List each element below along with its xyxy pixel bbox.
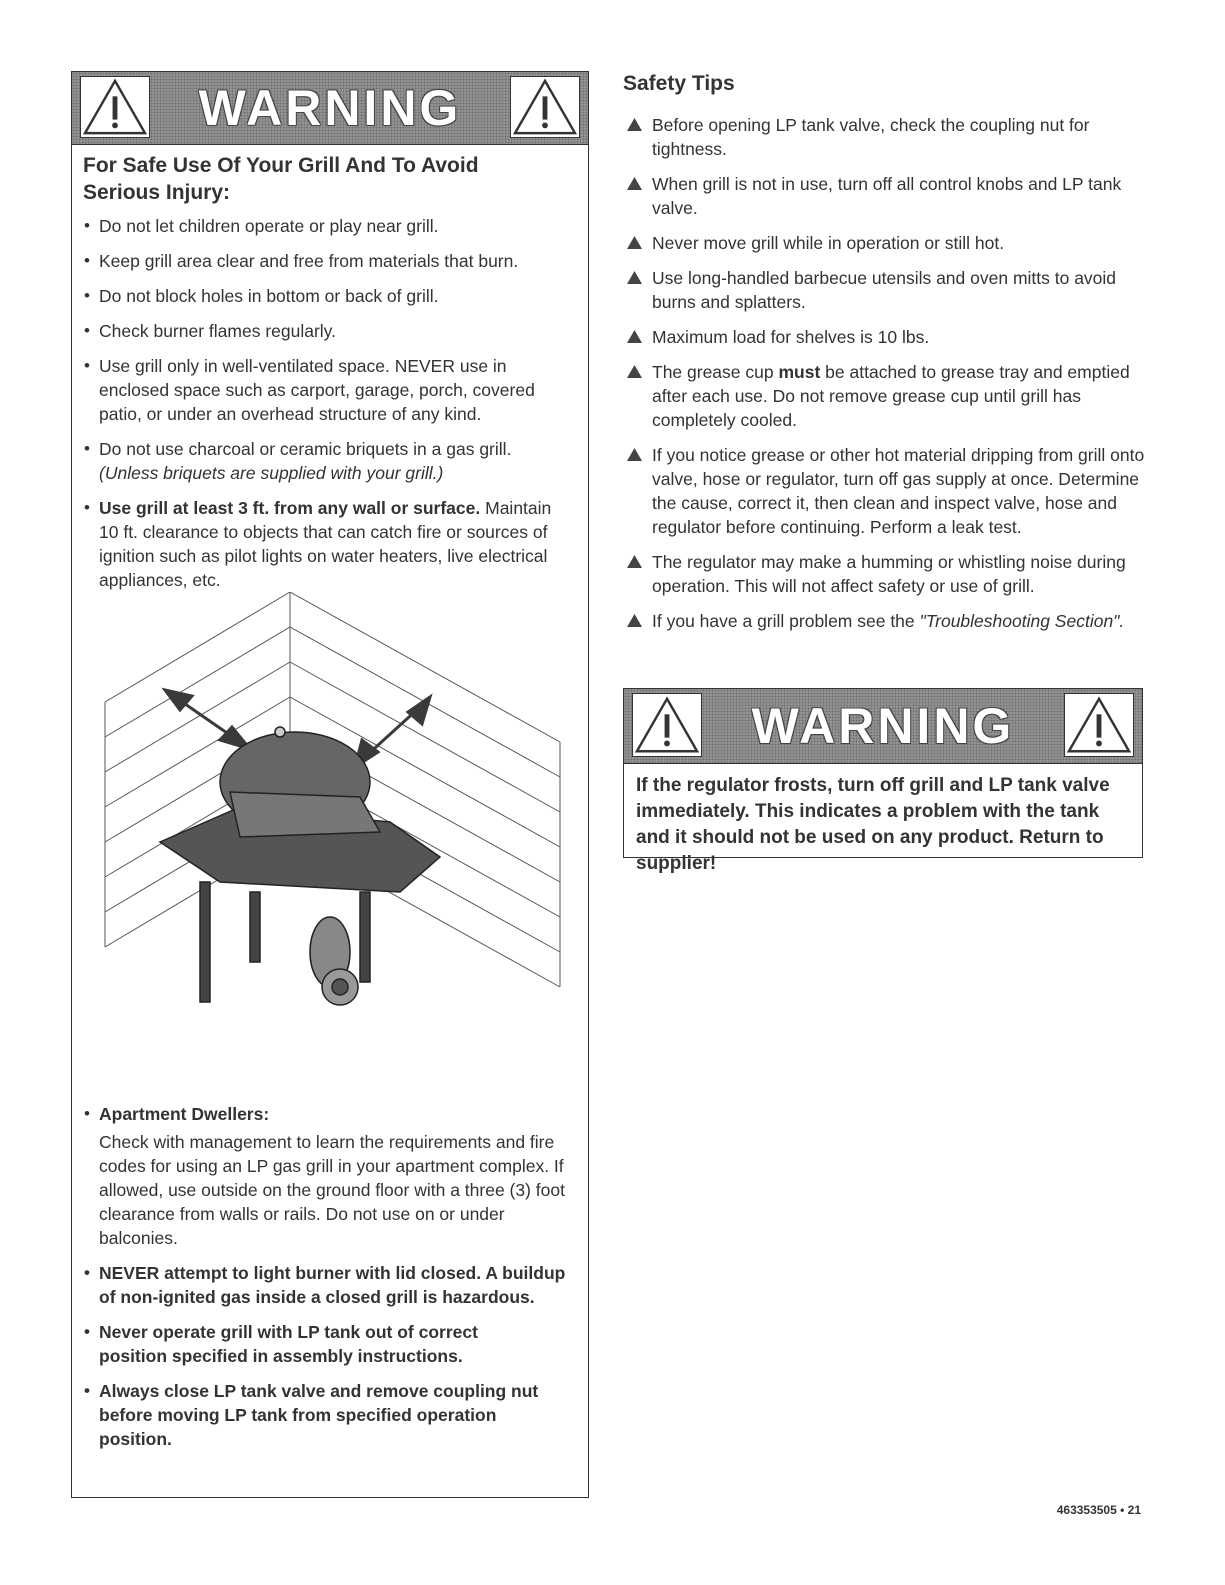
safety-tips-list [623,113,1148,644]
list-item: The regulator may make a humming or whistling noise during operation. This will not affect safety or use of grill. [623,550,1148,598]
list-item: • Do not let children operate or play near grill. [84,216,439,236]
grill-clearance-illustration [100,592,570,1012]
caution-triangle-icon [627,177,642,190]
list-item: • Use grill at least 3 ft. from any wall or surface. Maintain 10 ft. clearance to objects that can catch fire or sources of ignition such as pilot lights on water heaters, live electrical appliances, etc. [84,498,552,590]
regulator-warning-text: If the regulator frosts, turn off grill and LP tank valve immediately. This indicates a problem with the tank and it should not be used on any product. Return to supplier! [636,775,1110,874]
warning-triangle-icon [80,76,150,138]
list-item: • NEVER attempt to light burner with lid closed. A buildup of non-ignited gas inside a closed grill is hazardous. [84,1263,566,1307]
list-item: • Keep grill area clear and free from materials that burn. [84,251,519,271]
list-item: If you notice grease or other hot material dripping from grill onto valve, hose or regulator, turn off gas supply at once. Determine the cause, correct it, then clean and inspect valve, hose and regulator before continuing. Perform a leak test. [623,443,1148,539]
caution-triangle-icon [627,365,642,378]
list-item: The grease cup must be attached to grease tray and emptied after each use. Do not remove grease cup until grill has completely cooled. [623,360,1148,432]
list-item: • Use grill only in well-ventilated space. NEVER use in enclosed space such as carport, garage, porch, covered patio, or under an overhead structure of any kind. [84,356,535,424]
warning-banner [72,72,588,145]
list-item: Before opening LP tank valve, check the coupling nut for tightness. [623,113,1148,161]
left-heading: For Safe Use Of Your Grill And To Avoid Serious Injury: [83,154,479,204]
regulator-warning-box [623,688,1143,874]
list-item: • Do not use charcoal or ceramic briquets in a gas grill. (Unless briquets are supplied with your grill.) [84,439,512,483]
list-item: When grill is not in use, turn off all control knobs and LP tank valve. [623,172,1148,220]
warning-banner [624,689,1142,764]
left-bullet-list-top [72,214,572,603]
safety-tips-heading: Safety Tips [623,72,735,95]
list-item: Never move grill while in operation or still hot. [623,231,1148,255]
warning-triangle-icon [632,693,702,757]
left-warning-panel [71,71,589,1498]
caution-triangle-icon [627,118,642,131]
list-item: • Do not block holes in bottom or back of grill. [84,286,439,306]
caution-triangle-icon [627,555,642,568]
page-number: 463353505 • 21 [1056,1503,1141,1517]
list-item: • Never operate grill with LP tank out of correct position specified in assembly instructions. [84,1322,478,1366]
warning-triangle-icon [510,76,580,138]
warning-title: WARNING [751,698,1015,754]
list-item: • Apartment Dwellers: Check with management to learn the requirements and fire codes for using an LP gas grill in your apartment complex. If allowed, use outside on the ground floor with a three (3) foot clearance from walls or rails. Do not use on or under balconies. [84,1104,565,1248]
list-item: If you have a grill problem see the "Troubleshooting Section". [623,609,1148,633]
list-item: • Check burner flames regularly. [84,321,336,341]
caution-triangle-icon [627,271,642,284]
list-item: • Always close LP tank valve and remove coupling nut before moving LP tank from specified operation position. [84,1381,539,1449]
caution-triangle-icon [627,236,642,249]
caution-triangle-icon [627,448,642,461]
left-bullet-list-bottom [72,1102,577,1462]
caution-triangle-icon [627,330,642,343]
list-item: Use long-handled barbecue utensils and oven mitts to avoid burns and splatters. [623,266,1148,314]
caution-triangle-icon [627,614,642,627]
warning-triangle-icon [1064,693,1134,757]
warning-title: WARNING [198,80,462,136]
list-item: Maximum load for shelves is 10 lbs. [623,325,1148,349]
